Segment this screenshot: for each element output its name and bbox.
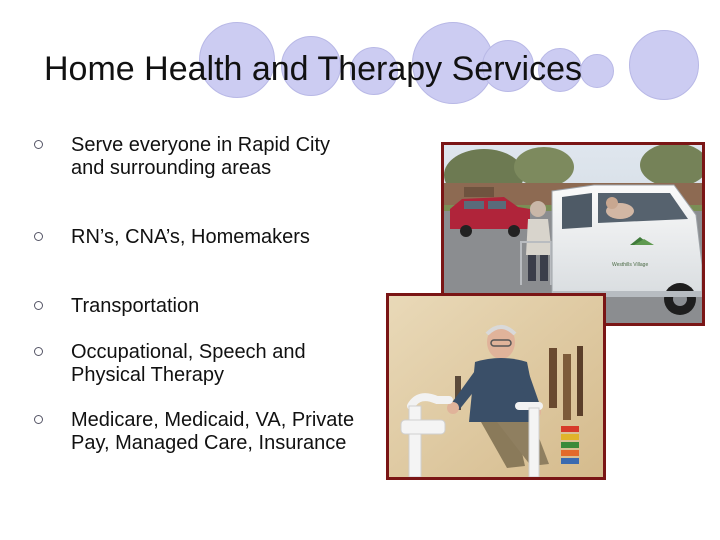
bullet-text: Occupational, Speech and Physical Therapy bbox=[71, 341, 306, 386]
decor-circle bbox=[580, 54, 614, 88]
hollow-circle-bullet-icon bbox=[34, 347, 43, 356]
hollow-circle-bullet-icon bbox=[34, 415, 43, 424]
hollow-circle-bullet-icon bbox=[34, 140, 43, 149]
bullet-text: Transportation bbox=[71, 295, 200, 317]
bullet-text: Medicare, Medicaid, VA, Private Pay, Managed Care, Insurance bbox=[71, 409, 355, 454]
exercise-bike-photo bbox=[386, 293, 606, 480]
hollow-circle-bullet-icon bbox=[34, 232, 43, 241]
bullet-text: Serve everyone in Rapid City and surrounding areas bbox=[71, 134, 331, 179]
slide-title: Home Health and Therapy Services bbox=[44, 50, 582, 88]
van-sign-text: Westhills Village bbox=[612, 262, 649, 268]
bike-photo-illustration bbox=[389, 296, 603, 477]
bullet-text: RN’s, CNA’s, Homemakers bbox=[71, 226, 310, 248]
decor-circle bbox=[629, 30, 699, 100]
hollow-circle-bullet-icon bbox=[34, 301, 43, 310]
